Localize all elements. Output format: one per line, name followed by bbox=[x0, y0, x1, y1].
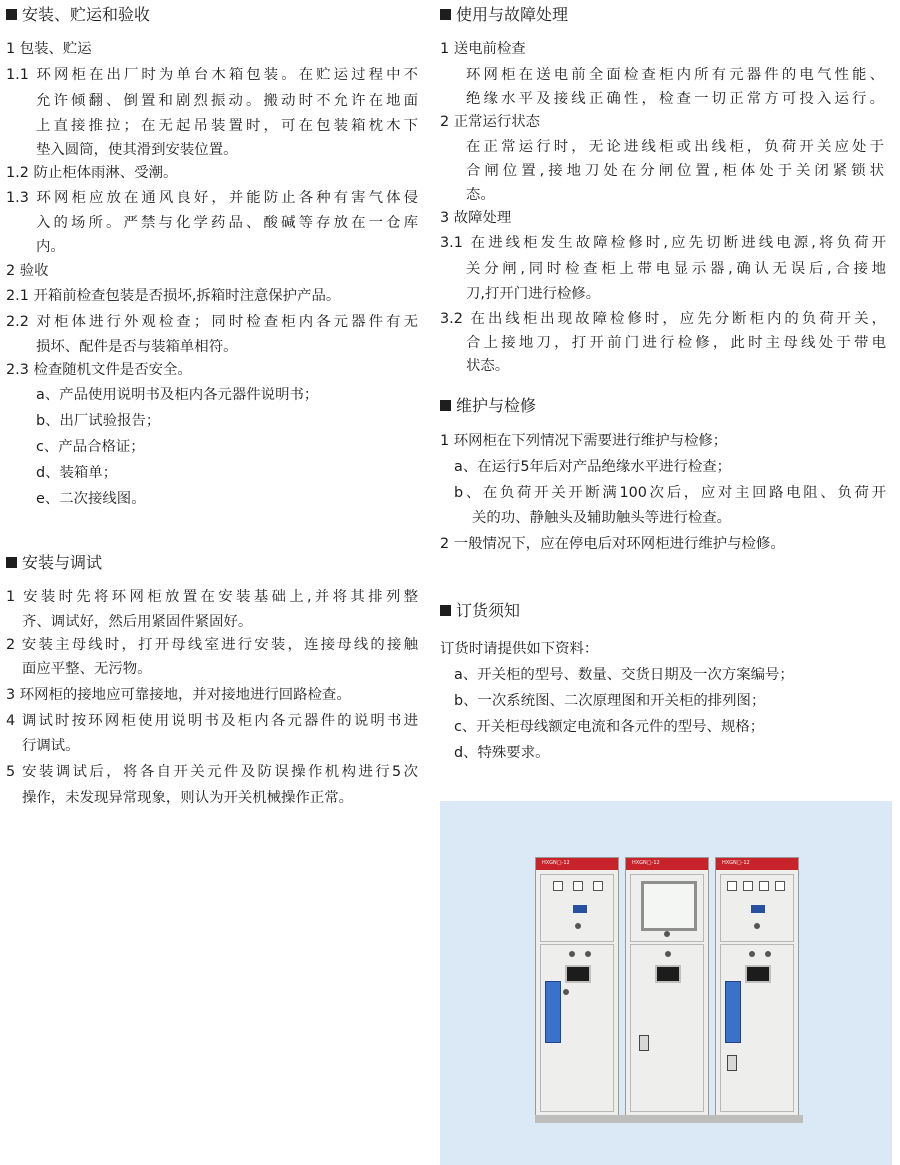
switchgear-cabinet-left bbox=[535, 857, 619, 1117]
text-line: 上直接推拉；在无起吊装置时，可在包装箱枕木下 bbox=[36, 118, 418, 134]
list-item: d、装箱单； bbox=[36, 465, 118, 481]
text-line: 入的场所。严禁与化学药品、酸碱等存放在一仓库 bbox=[36, 215, 418, 231]
text-line: 环网柜在送电前全面检查柜内所有元器件的电气性能、 bbox=[466, 67, 884, 83]
product-photo bbox=[440, 801, 892, 1165]
text-line: 2.3 检查随机文件是否安全。 bbox=[6, 362, 192, 378]
switchgear-cabinet-right bbox=[715, 857, 799, 1117]
list-item: b、在负荷开关开断满100次后，应对主回路电阻、负荷开 bbox=[454, 485, 886, 501]
text-line: 面应平整、无污物。 bbox=[22, 661, 152, 677]
text-line: 态。 bbox=[466, 187, 495, 203]
section-heading-usage-fault bbox=[440, 5, 568, 25]
text-line: 刀,打开门进行检修。 bbox=[466, 286, 601, 302]
text-line: 1 环网柜在下列情况下需要进行维护与检修； bbox=[440, 433, 728, 449]
knob-icon bbox=[585, 951, 591, 957]
text-line: 齐、调试好，然后用紧固件紧固好。 bbox=[22, 614, 253, 630]
text-line: 操作，未发现异常现象，则认为开关机械操作正常。 bbox=[22, 790, 353, 806]
meter-icon bbox=[759, 881, 769, 891]
cabinet-top-strip bbox=[716, 858, 798, 870]
list-item: c、开关柜母线额定电流和各元件的型号、规格； bbox=[454, 719, 765, 735]
text-line: 垫入圆筒，使其滑到安装位置。 bbox=[36, 142, 238, 158]
meter-icon bbox=[573, 881, 583, 891]
list-item: c、产品合格证； bbox=[36, 439, 145, 455]
section-heading-ordering bbox=[440, 601, 520, 621]
text-line: 2.2 对柜体进行外观检查；同时检查柜内各元器件有无 bbox=[6, 314, 418, 330]
text-line: 3.2 在出线柜出现故障检修时，应先分断柜内的负荷开关， bbox=[440, 311, 886, 327]
cabinet-label: HXGN□-12 bbox=[722, 860, 750, 866]
list-item: a、开关柜的型号、数量、交货日期及一次方案编号； bbox=[454, 667, 794, 683]
text-line: 关分闸,同时检查柜上带电显示器,确认无误后,合接地 bbox=[466, 261, 886, 277]
text-line: 订货时请提供如下资料： bbox=[440, 641, 599, 657]
heading-text: 安装、贮运和验收 bbox=[22, 5, 151, 24]
heading-text: 使用与故障处理 bbox=[456, 5, 569, 24]
section-heading-install-debug bbox=[6, 553, 102, 573]
text-line: 1 送电前检查 bbox=[440, 41, 526, 57]
heading-text: 安装与调试 bbox=[22, 553, 103, 572]
knob-icon bbox=[754, 923, 760, 929]
text-line: 1.3 环网柜应放在通风良好，并能防止各种有害气体侵 bbox=[6, 190, 418, 206]
knob-icon bbox=[749, 951, 755, 957]
text-line: 1 安装时先将环网柜放置在安装基础上,并将其排列整 bbox=[6, 589, 418, 605]
heading-text: 维护与检修 bbox=[456, 396, 537, 415]
text-line: 2 正常运行状态 bbox=[440, 114, 541, 130]
text-line: 允许倾翻、倒置和剧烈振动。搬动时不允许在地面 bbox=[36, 93, 418, 109]
text-line: 3.1 在进线柜发生故障检修时,应先切断进线电源,将负荷开 bbox=[440, 235, 886, 251]
list-item: b、一次系统图、二次原理图和开关柜的排列图； bbox=[454, 693, 766, 709]
text-line: 内。 bbox=[36, 239, 65, 255]
cabinet-top-strip bbox=[536, 858, 618, 870]
text-line: 4 调试时按环网柜使用说明书及柜内各元器件的说明书进 bbox=[6, 713, 418, 729]
list-item: b、出厂试验报告； bbox=[36, 413, 161, 429]
text-line: 5 安装调试后，将各自开关元件及防误操作机构进行5次 bbox=[6, 764, 418, 780]
knob-icon bbox=[563, 989, 569, 995]
section-heading-maintenance bbox=[440, 396, 536, 416]
mimic-panel-icon bbox=[725, 981, 741, 1043]
cabinet-upper-panel bbox=[540, 874, 614, 942]
cabinet-base bbox=[535, 1115, 803, 1123]
text-line: 行调试。 bbox=[22, 738, 80, 754]
viewing-window bbox=[641, 881, 697, 931]
square-bullet-icon bbox=[440, 605, 451, 616]
text-line: 1.1 环网柜在出厂时为单台木箱包装。在贮运过程中不 bbox=[6, 67, 418, 83]
cabinet-lower-panel bbox=[720, 944, 794, 1112]
display-window-icon bbox=[565, 965, 591, 983]
text-line: 状态。 bbox=[466, 358, 510, 374]
door-handle-icon bbox=[727, 1055, 737, 1071]
knob-icon bbox=[665, 951, 671, 957]
nameplate-icon bbox=[751, 905, 765, 913]
meter-icon bbox=[727, 881, 737, 891]
list-item: d、特殊要求。 bbox=[454, 745, 550, 761]
text-line: 合上接地刀，打开前门进行检修，此时主母线处于带电 bbox=[466, 335, 886, 351]
list-item: a、产品使用说明书及柜内各元器件说明书； bbox=[36, 387, 319, 403]
knob-icon bbox=[569, 951, 575, 957]
knob-icon bbox=[575, 923, 581, 929]
square-bullet-icon bbox=[6, 9, 17, 20]
text-line: 1 包装、贮运 bbox=[6, 41, 92, 57]
text-line: 损坏、配件是否与装箱单相符。 bbox=[36, 339, 238, 355]
nameplate-icon bbox=[573, 905, 587, 913]
knob-icon bbox=[765, 951, 771, 957]
text-line: 3 环网柜的接地应可靠接地，并对接地进行回路检查。 bbox=[6, 687, 351, 703]
square-bullet-icon bbox=[440, 400, 451, 411]
mimic-panel-icon bbox=[545, 981, 561, 1043]
text-line: 2.1 开箱前检查包装是否损坏,拆箱时注意保护产品。 bbox=[6, 288, 341, 304]
text-line: 2 验收 bbox=[6, 263, 49, 279]
text-line: 关的功、静触头及辅助触头等进行检查。 bbox=[472, 510, 732, 526]
cabinet-label: HXGN□-12 bbox=[542, 860, 570, 866]
cabinet-upper-panel bbox=[630, 874, 704, 942]
list-item: a、在运行5年后对产品绝缘水平进行检查； bbox=[454, 459, 732, 475]
door-handle-icon bbox=[639, 1035, 649, 1051]
text-line: 合闸位置,接地刀处在分闸位置,柜体处于关闭紧锁状 bbox=[466, 163, 884, 179]
meter-icon bbox=[743, 881, 753, 891]
cabinet-label: HXGN□-12 bbox=[632, 860, 660, 866]
text-line: 3 故障处理 bbox=[440, 210, 512, 226]
switchgear-cabinet-middle bbox=[625, 857, 709, 1117]
cabinet-upper-panel bbox=[720, 874, 794, 942]
meter-icon bbox=[553, 881, 563, 891]
meter-icon bbox=[775, 881, 785, 891]
meter-icon bbox=[593, 881, 603, 891]
cabinet-top-strip bbox=[626, 858, 708, 870]
text-line: 2 安装主母线时，打开母线室进行安装，连接母线的接触 bbox=[6, 637, 418, 653]
cabinet-lower-panel bbox=[630, 944, 704, 1112]
cabinet-lower-panel bbox=[540, 944, 614, 1112]
square-bullet-icon bbox=[6, 557, 17, 568]
heading-text: 订货须知 bbox=[456, 601, 521, 620]
text-line: 绝缘水平及接线正确性，检查一切正常方可投入运行。 bbox=[466, 91, 884, 107]
knob-icon bbox=[664, 931, 670, 937]
square-bullet-icon bbox=[440, 9, 451, 20]
list-item: e、二次接线图。 bbox=[36, 491, 146, 507]
display-window-icon bbox=[745, 965, 771, 983]
section-heading-install-storage bbox=[6, 5, 150, 25]
text-line: 1.2 防止柜体雨淋、受潮。 bbox=[6, 165, 178, 181]
display-window-icon bbox=[655, 965, 681, 983]
text-line: 2 一般情况下，应在停电后对环网柜进行维护与检修。 bbox=[440, 536, 785, 552]
text-line: 在正常运行时，无论进线柜或出线柜，负荷开关应处于 bbox=[466, 139, 884, 155]
